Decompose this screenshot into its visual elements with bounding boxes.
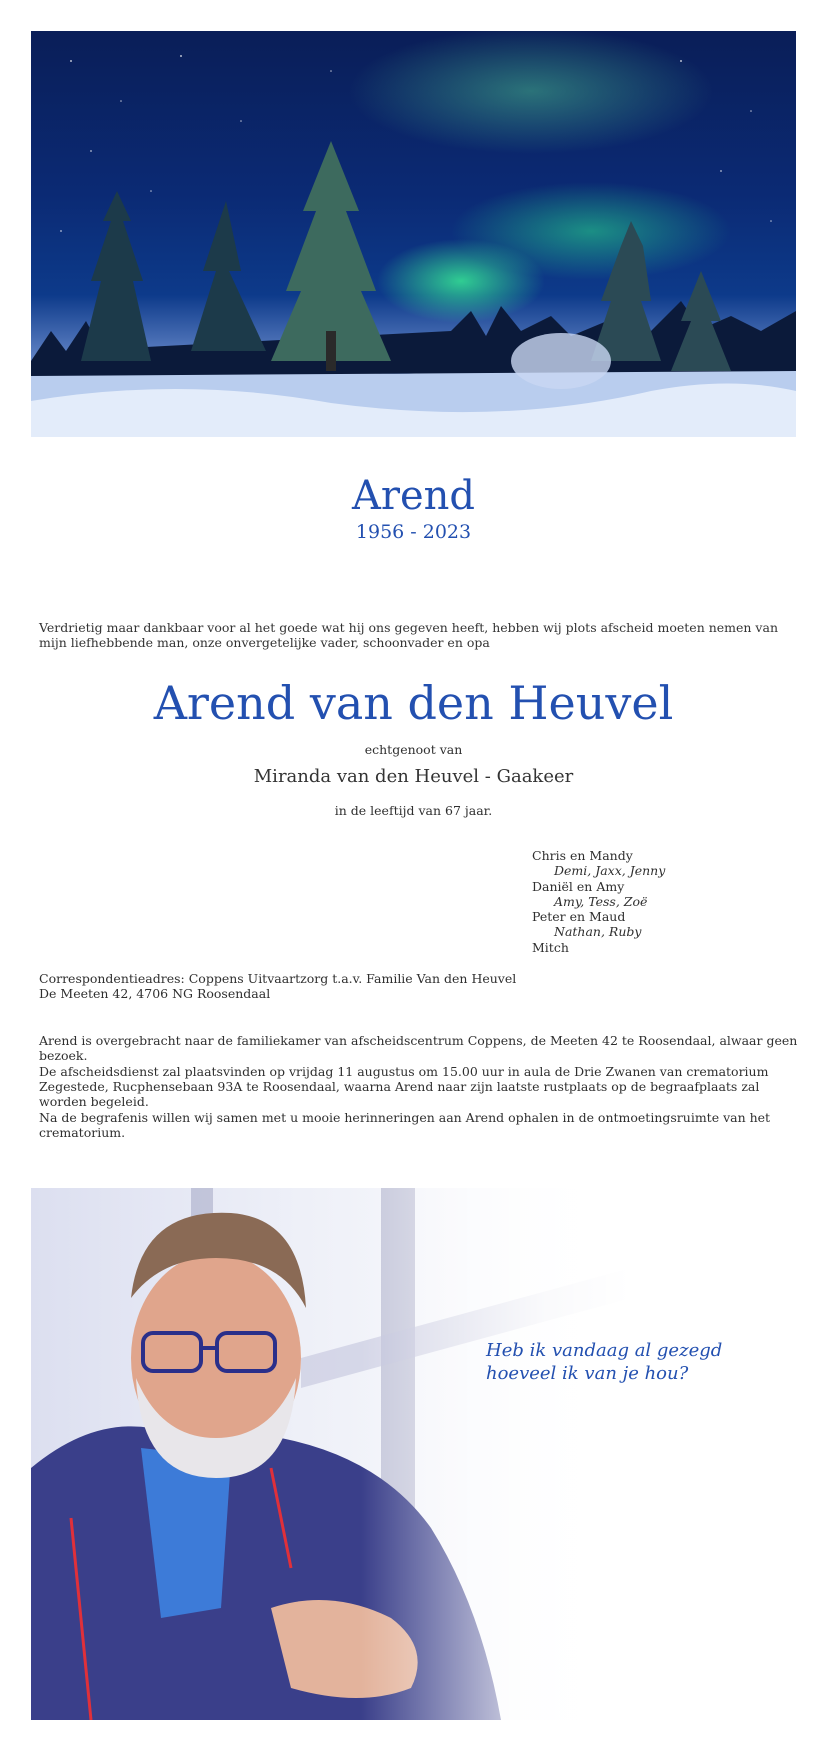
spouse-label: echtgenoot van <box>364 742 463 757</box>
family-children: Daniël en Amy <box>532 878 625 894</box>
first-name-title: Arend <box>351 473 476 519</box>
paragraph-reception: Na de begrafenis willen wij samen met u mooie herinneringen aan Arend ophalen in de ontmoetingsruimte van het crematorium. <box>39 1110 771 1140</box>
quote-text <box>486 1339 786 1385</box>
correspondence-address <box>39 971 516 1001</box>
family-children: Mitch <box>532 939 569 955</box>
family-children: Chris en Mandy <box>532 848 633 863</box>
family-list <box>532 848 665 955</box>
family-grandchildren: Nathan, Ruby <box>554 924 642 940</box>
family-children: Peter en Maud <box>532 909 626 925</box>
quote-line: hoeveel ik van je hou? <box>486 1363 689 1384</box>
intro-text: Verdrietig maar dankbaar voor al het goede wat hij ons gegeven heeft, hebben wij plots afscheid moeten nemen van mijn liefhebbende man, onze onvergetelijke vader, schoonvader en opa <box>39 620 779 650</box>
life-years: 1956 - 2023 <box>355 521 472 543</box>
correspondence-line: Correspondentieadres: Coppens Uitvaartzorg t.a.v. Familie Van den Heuvel <box>39 971 517 986</box>
quote-line: Heb ik vandaag al gezegd <box>486 1340 723 1361</box>
aurora-forest-photo <box>31 31 796 437</box>
family-grandchildren: Amy, Tess, Zoë <box>554 893 648 909</box>
correspondence-line: De Meeten 42, 4706 NG Roosendaal <box>39 986 271 1001</box>
age-text: in de leeftijd van 67 jaar. <box>334 803 493 818</box>
portrait-photo <box>31 1188 631 1720</box>
full-name-heading: Arend van den Heuvel <box>153 676 674 730</box>
paragraph-service: De afscheidsdienst zal plaatsvinden op vrijdag 11 augustus om 15.00 uur in aula de Drie Zwanen van crematorium Zegestede, Rucphensebaan 93A te Roosendaal, waarna Arend naar zijn laatste rustplaats op de begraafplaats zal worden begeleid. <box>39 1064 769 1109</box>
spouse-name: Miranda van den Heuvel - Gaakeer <box>253 766 574 787</box>
paragraph-transfer: Arend is overgebracht naar de familiekamer van afscheidscentrum Coppens, de Meeten 42 te Roosendaal, alwaar geen bezoek. <box>39 1033 798 1063</box>
family-grandchildren: Demi, Jaxx, Jenny <box>554 863 666 879</box>
